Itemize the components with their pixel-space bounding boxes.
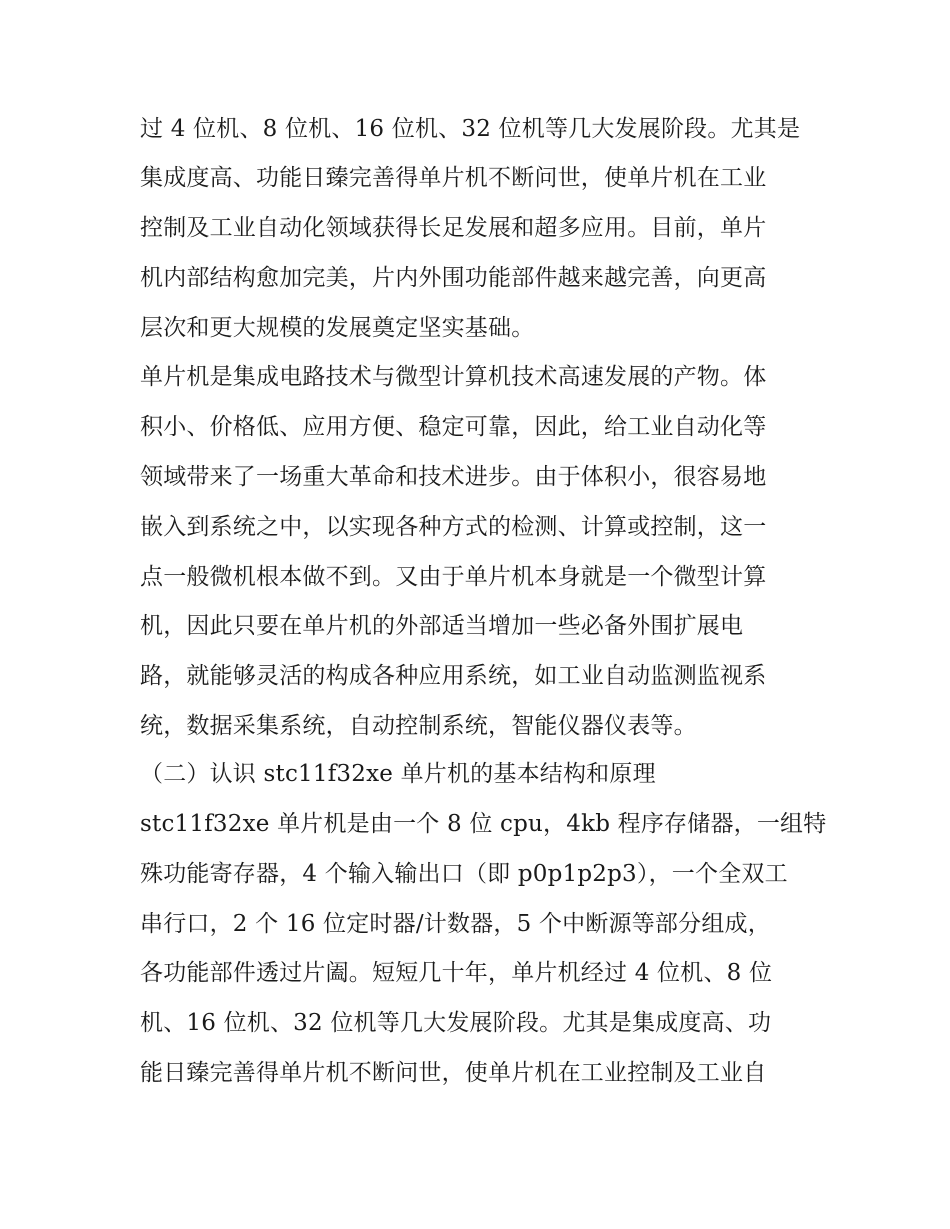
- text-line: 机，因此只要在单片机的外部适当增加一些必备外围扩展电: [140, 613, 744, 639]
- text-line: 路，就能够灵活的构成各种应用系统，如工业自动监测监视系: [140, 663, 767, 689]
- text-line: 点一般微机根本做不到。又由于单片机本身就是一个微型计算: [140, 564, 767, 590]
- text-line: 嵌入到系统之中，以实现各种方式的检测、计算或控制，这一: [140, 514, 767, 540]
- text-line: 单片机是集成电路技术与微型计算机技术高速发展的产物。体: [140, 364, 767, 390]
- text-line: 集成度高、功能日臻完善得单片机不断问世，使单片机在工业: [140, 165, 767, 191]
- text-line: 各功能部件透过片阖。短短几十年，单片机经过 4 位机、8 位: [140, 960, 773, 986]
- text-line: 过 4 位机、8 位机、16 位机、32 位机等几大发展阶段。尤其是: [140, 116, 801, 142]
- section-heading: （二）认识 stc11f32xe 单片机的基本结构和原理: [140, 761, 656, 787]
- text-line: 领域带来了一场重大革命和技术进步。由于体积小，很容易地: [140, 464, 767, 490]
- text-line: 统，数据采集系统，自动控制系统，智能仪器仪表等。: [140, 713, 697, 739]
- text-line: 机内部结构愈加完美，片内外围功能部件越来越完善，向更高: [140, 265, 767, 291]
- text-line: 串行口，2 个 16 位定时器/计数器，5 个中断源等部分组成，: [140, 911, 771, 937]
- text-line: stc11f32xe 单片机是由一个 8 位 cpu，4kb 程序存储器，一组特: [140, 811, 827, 837]
- text-line: 层次和更大规模的发展奠定坚实基础。: [140, 315, 535, 341]
- text-line: 控制及工业自动化领域获得长足发展和超多应用。目前，单片: [140, 215, 767, 241]
- text-line: 殊功能寄存器，4 个输入输出口（即 p0p1p2p3），一个全双工: [140, 861, 788, 887]
- text-line: 能日臻完善得单片机不断问世，使单片机在工业控制及工业自: [140, 1060, 767, 1086]
- text-line: 机、16 位机、32 位机等几大发展阶段。尤其是集成度高、功: [140, 1010, 772, 1036]
- text-line: 积小、价格低、应用方便、稳定可靠，因此，给工业自动化等: [140, 414, 767, 440]
